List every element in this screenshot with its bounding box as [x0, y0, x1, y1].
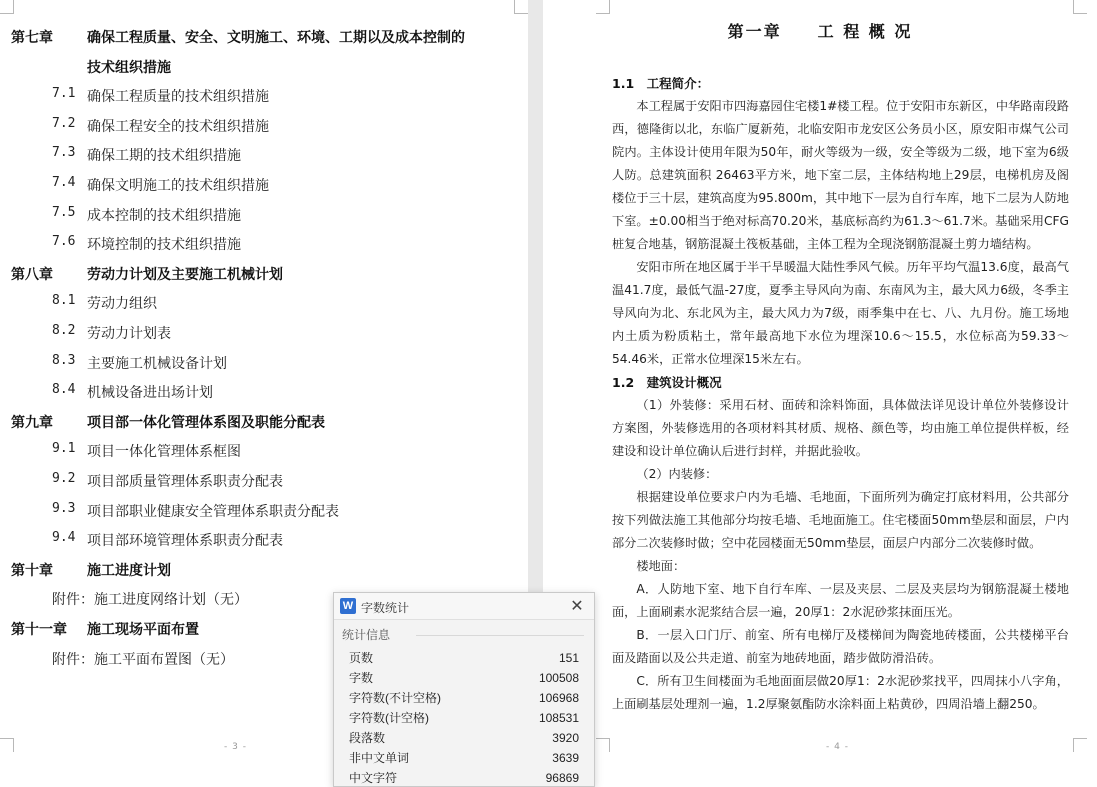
- toc-chapter-number: 第十一章: [11, 622, 67, 638]
- stat-label: 页数: [349, 651, 374, 665]
- toc-attachment-text: 附件：施工平面布置图（无）: [52, 651, 234, 668]
- stat-value: 3639: [552, 751, 579, 765]
- toc-section-title: 项目一体化管理体系框图: [87, 444, 241, 461]
- paragraph: 安阳市所在地区属于半干旱暖温大陆性季风气候。历年平均气温13.6度，最高气温41.7度，最低气温-27度，夏季主导风向为南、东南风为主，最大风力6级，冬季主导风向为北、东北风为主，最大风力为7级，雨季集中在七、八、九月份。施工场地内土质为粉质粘土，常年最高地下水位为埋深10.6～15.5，水位标高为59.33～54.46米，正常水位埋深15米左右。: [612, 260, 1069, 366]
- paragraph: （1）外装修：采用石材、面砖和涂料饰面，具体做法详见设计单位外装修设计方案图，外装修选用的各项材料其材质、规格、颜色等，均由施工单位提供样板，经建设和设计单位确认后进行封样，并据此验收。: [612, 398, 1069, 458]
- paragraph: 根据建设单位要求户内为毛墙、毛地面，下面所列为确定打底材料用，公共部分按下列做法施工其他部分均按毛墙、毛地面施工。住宅楼面50mm垫层和面层，户内部分二次装修时做；空中花园楼面无50mm垫层，面层户内部分二次装修时做。: [612, 490, 1069, 550]
- paragraph: 楼地面：: [636, 559, 686, 573]
- toc-section-number: 7.5: [52, 204, 76, 220]
- toc-chapter-number: 第九章: [11, 414, 53, 431]
- stat-value: 3920: [552, 731, 579, 745]
- stat-row: [349, 688, 579, 708]
- toc-section-number: 8.3: [52, 352, 76, 368]
- stat-value: 96869: [545, 771, 579, 785]
- stat-label: 字符数(不计空格): [349, 691, 441, 705]
- page-corner-mark: [596, 738, 610, 752]
- toc-chapter-number: 第七章: [11, 30, 53, 46]
- dialog-titlebar[interactable]: [334, 593, 594, 620]
- wps-writer-icon: W: [340, 598, 356, 614]
- toc-chapter-title: 施工现场平面布置: [87, 622, 199, 638]
- toc-section-number: 9.2: [52, 471, 76, 486]
- toc-section-title: 确保工程安全的技术组织措施: [87, 118, 269, 135]
- stat-label: 字数: [349, 671, 374, 685]
- stat-label: 字符数(计空格): [349, 711, 429, 725]
- stats-section-label: 统计信息: [342, 628, 391, 642]
- stat-value: 106968: [538, 691, 579, 705]
- document-body: [612, 72, 1069, 716]
- toc-attachment-text: 附件：施工进度网络计划（无）: [52, 592, 248, 609]
- toc-section-number: 7.1: [52, 86, 76, 102]
- toc-section-number: 8.2: [52, 323, 76, 338]
- toc-section-number: 8.1: [52, 293, 76, 309]
- toc-section-number: 8.4: [52, 382, 76, 398]
- stat-row: [349, 668, 579, 688]
- paragraph: （2）内装修：: [636, 467, 718, 481]
- toc-section-title: 确保工程质量的技术组织措施: [87, 89, 269, 106]
- page-number: - 4 -: [826, 742, 849, 752]
- section-heading: 1.1 工程简介：: [612, 76, 710, 91]
- document-page-right: [543, 0, 1097, 787]
- paragraph: 本工程属于安阳市四海嘉园住宅楼1#楼工程。位于安阳市东新区，中华路南段路西，德隆街以北，东临广厦新苑，北临安阳市龙安区公务员小区，原安阳市煤气公司院内。主体设计使用年限为50年，耐火等级为一级，安全等级为二级，地下室为6级人防。总建筑面积 26463平方米，地下室二层，主体结构地上29层，电梯机房及阁楼位于三十层，建筑高度为95.800m，其中地下一层为自行车库，地下二层为人防地下室。±0.00相当于绝对标高70.20米，基底标高约为61.3～61.7米。基础采用CFG桩复合地基，钢筋混凝土筏板基础，主体工程为全现浇钢筋混凝土剪力墙结构。: [612, 99, 1069, 251]
- stat-label: 段落数: [349, 731, 386, 745]
- toc-section-title: 确保工期的技术组织措施: [87, 148, 241, 165]
- toc-chapter-title: 劳动力计划及主要施工机械计划: [87, 266, 283, 283]
- stat-value: 100508: [538, 671, 579, 685]
- toc-section-title: 主要施工机械设备计划: [87, 355, 227, 372]
- stat-label: 中文字符: [349, 771, 398, 785]
- page-corner-mark: [1073, 738, 1087, 752]
- chapter-title: 第一章 工 程 概 况: [727, 22, 913, 41]
- toc-section-title: 环境控制的技术组织措施: [87, 237, 241, 254]
- paragraph: A．人防地下室、地下自行车库、一层及夹层、二层及夹层均为钢筋混凝土楼地面，上面刷素水泥浆结合层一遍，20厚1：2水泥砂浆抹面压光。: [612, 582, 1069, 619]
- stat-label: 非中文单词: [349, 751, 410, 765]
- word-count-dialog[interactable]: [333, 592, 595, 787]
- close-icon[interactable]: ✕: [570, 598, 584, 615]
- stat-row: [349, 648, 579, 668]
- page-corner-mark: [0, 0, 14, 14]
- toc-section-title: 项目部质量管理体系职责分配表: [87, 474, 283, 490]
- page-corner-mark: [0, 738, 14, 752]
- toc-section-title: 项目部职业健康安全管理体系职责分配表: [87, 503, 339, 520]
- section-heading: 1.2 建筑设计概况: [612, 375, 722, 390]
- page-corner-mark: [1073, 0, 1087, 14]
- toc-section-number: 9.3: [52, 500, 76, 516]
- stat-row: [349, 708, 579, 728]
- stat-row: [349, 748, 579, 768]
- toc-chapter-title: 施工进度计划: [87, 562, 171, 579]
- toc-section-number: 7.4: [52, 175, 76, 190]
- toc-section-title: 成本控制的技术组织措施: [87, 207, 241, 224]
- stat-row: [349, 728, 579, 748]
- toc-chapter-title: 项目部一体化管理体系图及职能分配表: [87, 414, 325, 431]
- toc-chapter-number: 第十章: [11, 562, 53, 579]
- paragraph: C．所有卫生间楼面为毛地面面层做20厚1：2水泥砂浆找平，四周抹小八字角，上面刷基层处理剂一遍，1.2厚聚氨酯防水涂料面上粘黄砂，四周沿墙上翻250。: [612, 674, 1069, 711]
- dialog-title: 字数统计: [361, 601, 410, 615]
- toc-chapter-title: 技术组织措施: [87, 59, 171, 76]
- toc-section-title: 项目部环境管理体系职责分配表: [87, 533, 283, 550]
- toc-chapter-title: 确保工程质量、安全、文明施工、环境、工期以及成本控制的: [87, 30, 465, 46]
- page-number: - 3 -: [224, 742, 247, 752]
- toc-section-title: 劳动力组织: [87, 296, 157, 313]
- page-corner-mark: [596, 0, 610, 14]
- toc-chapter-number: 第八章: [11, 266, 53, 283]
- toc-section-number: 7.3: [52, 145, 76, 161]
- toc-section-number: 7.6: [52, 234, 76, 250]
- section-divider: [416, 635, 584, 636]
- toc-section-title: 劳动力计划表: [87, 326, 171, 342]
- stat-value: 151: [558, 651, 579, 665]
- toc-section-number: 9.4: [52, 530, 76, 546]
- paragraph: B．一层入口门厅、前室、所有电梯厅及楼梯间为陶瓷地砖楼面，公共楼梯平台面及踏面以及公共走道、前室为地砖地面，踏步做防滑沿砖。: [612, 628, 1069, 665]
- toc-section-title: 机械设备进出场计划: [87, 385, 213, 402]
- stat-row: [349, 768, 579, 787]
- toc-section-number: 7.2: [52, 115, 76, 131]
- stat-value: 108531: [538, 711, 579, 725]
- page-corner-mark: [514, 0, 528, 14]
- toc-section-title: 确保文明施工的技术组织措施: [87, 178, 269, 194]
- toc-section-number: 9.1: [52, 441, 76, 457]
